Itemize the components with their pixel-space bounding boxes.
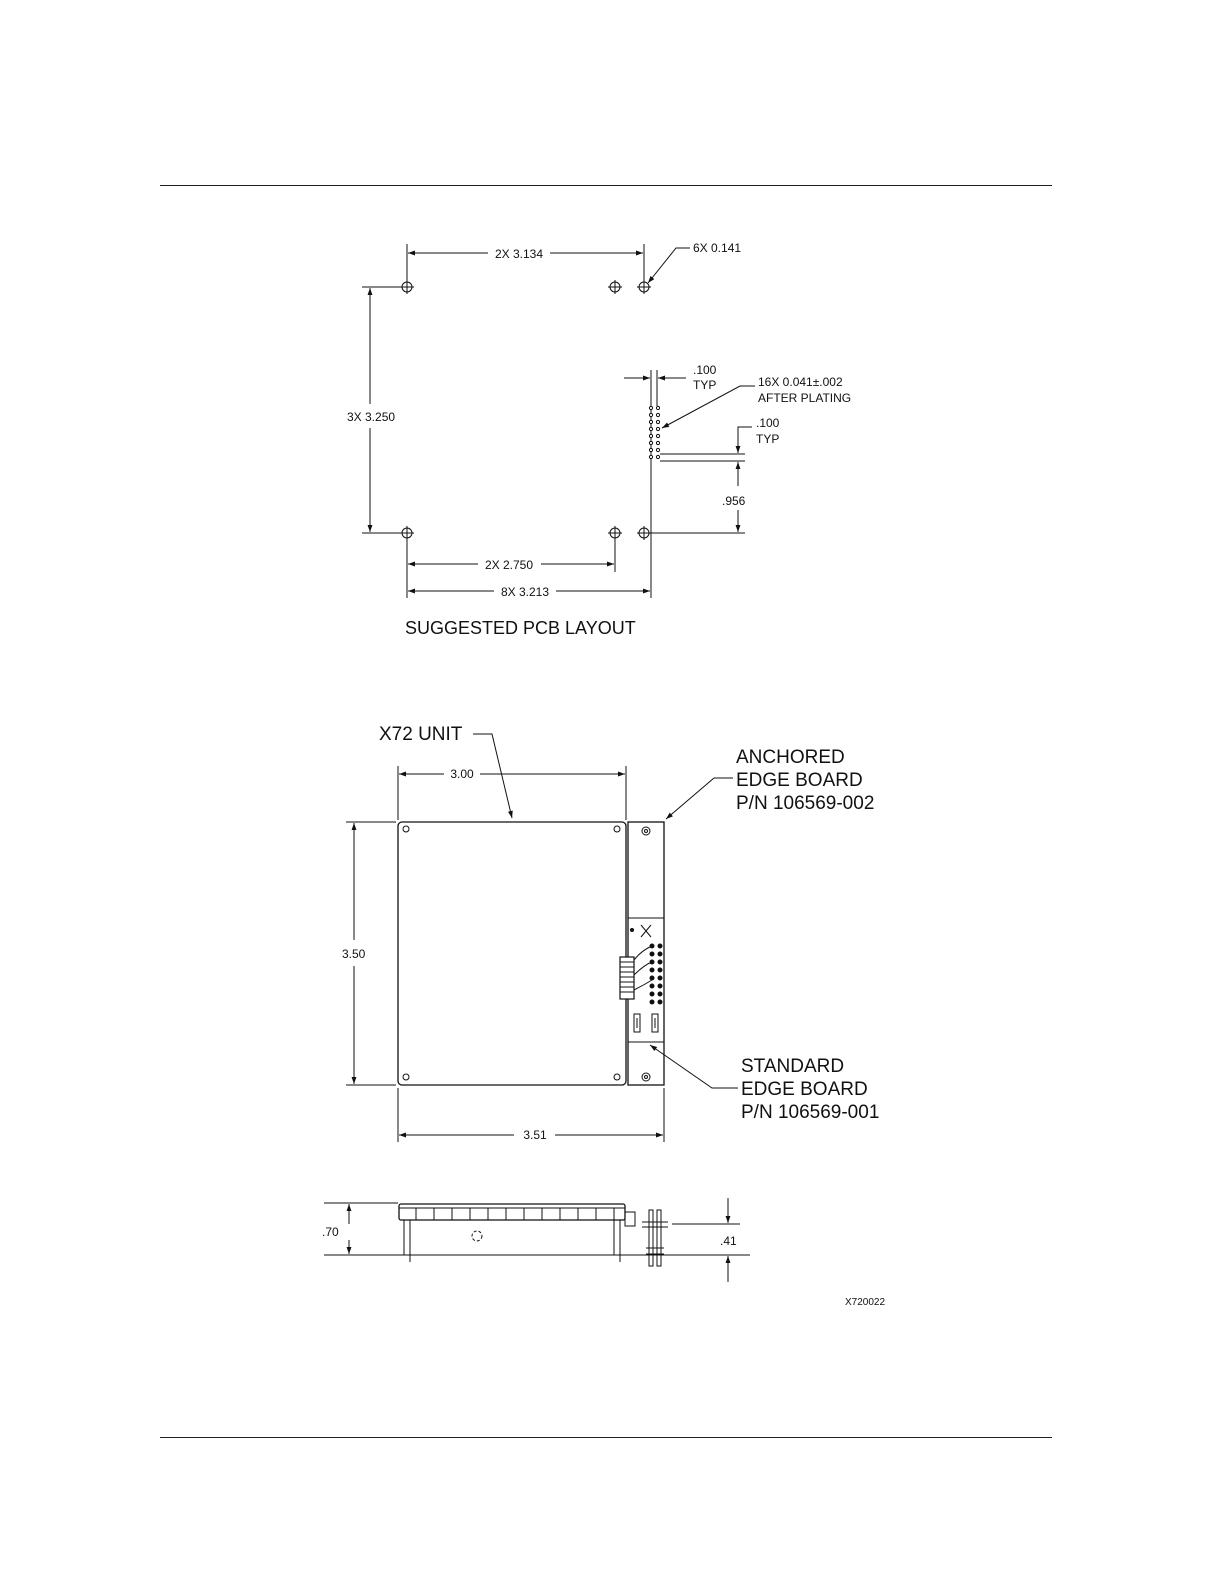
- standard-line2: EDGE BOARD: [741, 1079, 868, 1100]
- dim-height: 3.50: [342, 947, 366, 961]
- standard-line3: P/N 106569-001: [741, 1102, 880, 1123]
- side-pin: [649, 1210, 653, 1266]
- dim-width-top: 3.00: [450, 767, 474, 781]
- anchored-line2: EDGE BOARD: [736, 770, 863, 791]
- anchored-line3: P/N 106569-002: [736, 793, 875, 814]
- dim-pin-offset: .956: [722, 494, 746, 508]
- leader-anchored: [666, 778, 733, 819]
- leader-mount-hole: [648, 248, 690, 283]
- dim-line-pitch-v: [738, 427, 752, 453]
- edge-screw-icon: [642, 1073, 650, 1081]
- unit-label: X72 UNIT: [379, 724, 463, 745]
- mount-hole: [608, 280, 622, 294]
- dim-pitch-v-typ: TYP: [756, 432, 780, 446]
- dim-vertical: 3X 3.250: [347, 410, 396, 424]
- anchored-line1: ANCHORED: [736, 747, 845, 768]
- leader-unit: [473, 734, 512, 818]
- dim-pitch-h-typ: TYP: [693, 378, 717, 392]
- dim-bottom-span-1: 2X 2.750: [484, 558, 534, 572]
- side-pin: [657, 1210, 661, 1266]
- mount-hole: [608, 526, 622, 540]
- mount-hole: [400, 280, 414, 294]
- unit-top-view: [342, 724, 879, 1142]
- mount-hole: [637, 526, 651, 540]
- side-hole-icon: [472, 1231, 482, 1241]
- heatsink: [399, 1204, 625, 1220]
- dim-height-total: .70: [322, 1225, 339, 1239]
- edge-screw-icon: [642, 827, 650, 835]
- dim-bottom-span-2: 8X 3.213: [500, 585, 550, 599]
- side-connector: [625, 1212, 635, 1226]
- pcb-layout-title: SUGGESTED PCB LAYOUT: [405, 618, 636, 638]
- mount-hole: [400, 526, 414, 540]
- screw-icon: [403, 826, 409, 832]
- pcb-layout: [347, 241, 851, 638]
- dim-width-bottom: 3.51: [523, 1128, 547, 1142]
- standard-line1: STANDARD: [741, 1056, 845, 1077]
- dim-height-pin: .41: [720, 1234, 737, 1248]
- unit-body: [398, 822, 626, 1085]
- dim-pitch-v: .100: [756, 416, 780, 430]
- leader-standard: [650, 1045, 738, 1088]
- dim-top-span: 2X 3.134: [494, 247, 544, 261]
- screw-icon: [614, 826, 620, 832]
- screw-icon: [614, 1074, 620, 1080]
- dim-mount-hole: 6X 0.141: [693, 241, 742, 255]
- dim-pin-holes-note: AFTER PLATING: [758, 391, 852, 405]
- screw-icon: [403, 1074, 409, 1080]
- figure-ref: X720022: [845, 1297, 886, 1308]
- heatsink-fins: [416, 1208, 614, 1220]
- unit-side-view: [322, 1198, 750, 1282]
- leader-pin-holes: [662, 386, 755, 428]
- dim-pin-holes: 16X 0.041±.002: [758, 375, 843, 389]
- dim-pitch-h: .100: [693, 363, 717, 377]
